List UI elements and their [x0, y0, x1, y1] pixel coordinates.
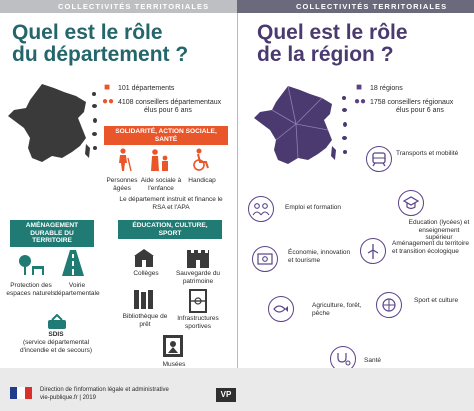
overseas-dot [92, 132, 97, 136]
departement-count: 101 départements [118, 85, 175, 92]
amenagement-label-1: Voirie départementale [54, 282, 100, 297]
museum-icon [162, 334, 184, 363]
region-label-5: Sport et culture [414, 297, 459, 304]
overseas-dot [342, 108, 347, 112]
region-conseillers-line1: 1758 conseillers régionaux [370, 99, 454, 106]
tag-right: COLLECTIVITÉS TERRITORIALES [296, 2, 448, 11]
region-conseillers [370, 99, 470, 115]
tree-bench-icon [16, 254, 46, 281]
region-label-3: Aménagement du territoire et transition écologique [392, 240, 469, 255]
castle-icon [186, 246, 210, 273]
region-label-7: Santé [364, 357, 381, 364]
family-icon [147, 148, 173, 172]
education-label-1: Sauvegarde du patrimoine [175, 270, 221, 285]
solidarity-header: SOLIDARITÉ, ACTION SOCIALE, SANTÉ [104, 126, 228, 145]
solidarity-label-1: Aide sociale à l'enfance [140, 177, 182, 192]
graduation-icon [398, 190, 424, 216]
amenagement-header: AMÉNAGEMENT DURABLE DU TERRITOIRE [10, 220, 94, 247]
overseas-dot [343, 122, 347, 127]
education-label-0: Collèges [133, 270, 159, 277]
footer-line1: Direction de l'information légale et administrative [40, 387, 169, 393]
books-icon [132, 288, 156, 315]
region-conseillers-line2: élus pour 6 ans [396, 107, 444, 114]
departement-title [12, 22, 237, 66]
overseas-dot [342, 136, 347, 140]
overseas-dot [93, 146, 97, 150]
wind-turbine-icon [360, 238, 386, 264]
region-label-2: Emploi et formation [285, 204, 341, 211]
departement-title-line2: du département ? [12, 43, 189, 66]
overseas-dot [92, 92, 96, 96]
overseas-dot [342, 96, 346, 100]
region-count: 18 régions [370, 85, 403, 92]
sdis-label: SDIS [48, 331, 64, 338]
people-icon: ●● [102, 96, 115, 107]
overseas-dot [93, 118, 97, 123]
overseas-dot [343, 150, 347, 154]
education-header: ÉDUCATION, CULTURE, SPORT [118, 220, 222, 239]
building-icon: ■ [356, 82, 363, 93]
road-icon [60, 250, 86, 281]
building-icon: ■ [104, 82, 111, 93]
elderly-person-icon [112, 148, 134, 170]
france-departements-map [6, 82, 94, 168]
education-label-3: Infrastructures sportives [177, 315, 219, 330]
overseas-dot [92, 104, 97, 108]
wheelchair-icon [190, 148, 212, 172]
people-icon: ●● [354, 96, 367, 107]
tag-left: COLLECTIVITÉS TERRITORIALES [58, 2, 210, 11]
region-title-line1: Quel est le rôle [257, 21, 408, 44]
fish-icon [268, 296, 294, 322]
region-label-0: Transports et mobilité [396, 150, 459, 157]
rsa-note: Le département instruit et finance le RSA et l'APA [119, 196, 223, 211]
departement-title-line1: Quel est le rôle [12, 21, 163, 44]
departement-conseillers-line1: 4108 conseillers départementaux [118, 99, 222, 106]
region-label-1: Education (lycées) et enseignement supérieur [408, 219, 470, 241]
solidarity-label-2: Handicap [188, 177, 216, 184]
train-icon [366, 146, 392, 172]
sport-icon [376, 292, 402, 318]
departement-conseillers-line2: élus pour 6 ans [144, 107, 192, 114]
footer-line2: vie-publique.fr | 2019 [40, 395, 96, 401]
economy-icon [252, 246, 278, 272]
people-icon [248, 196, 274, 222]
region-label-6: Agriculture, forêt, pêche [312, 302, 362, 317]
vie-publique-logo: VP [216, 388, 236, 402]
center-divider [237, 13, 238, 368]
region-title-line2: de la région ? [257, 43, 394, 66]
education-label-2: Bibliothèque de prêt [122, 313, 168, 328]
sdis-sub: (service départemental d'incendie et de secours) [19, 339, 93, 354]
amenagement-label-0: Protection des espaces naturels [6, 282, 56, 297]
departement-conseillers [118, 99, 230, 115]
education-label-4: Musées [162, 361, 186, 368]
region-title [257, 22, 467, 66]
region-label-4: Économie, innovation et tourisme [288, 249, 351, 264]
republique-francaise-logo [10, 386, 32, 398]
solidarity-label-0: Personnes âgées [106, 177, 138, 192]
france-regions-map [252, 84, 342, 170]
